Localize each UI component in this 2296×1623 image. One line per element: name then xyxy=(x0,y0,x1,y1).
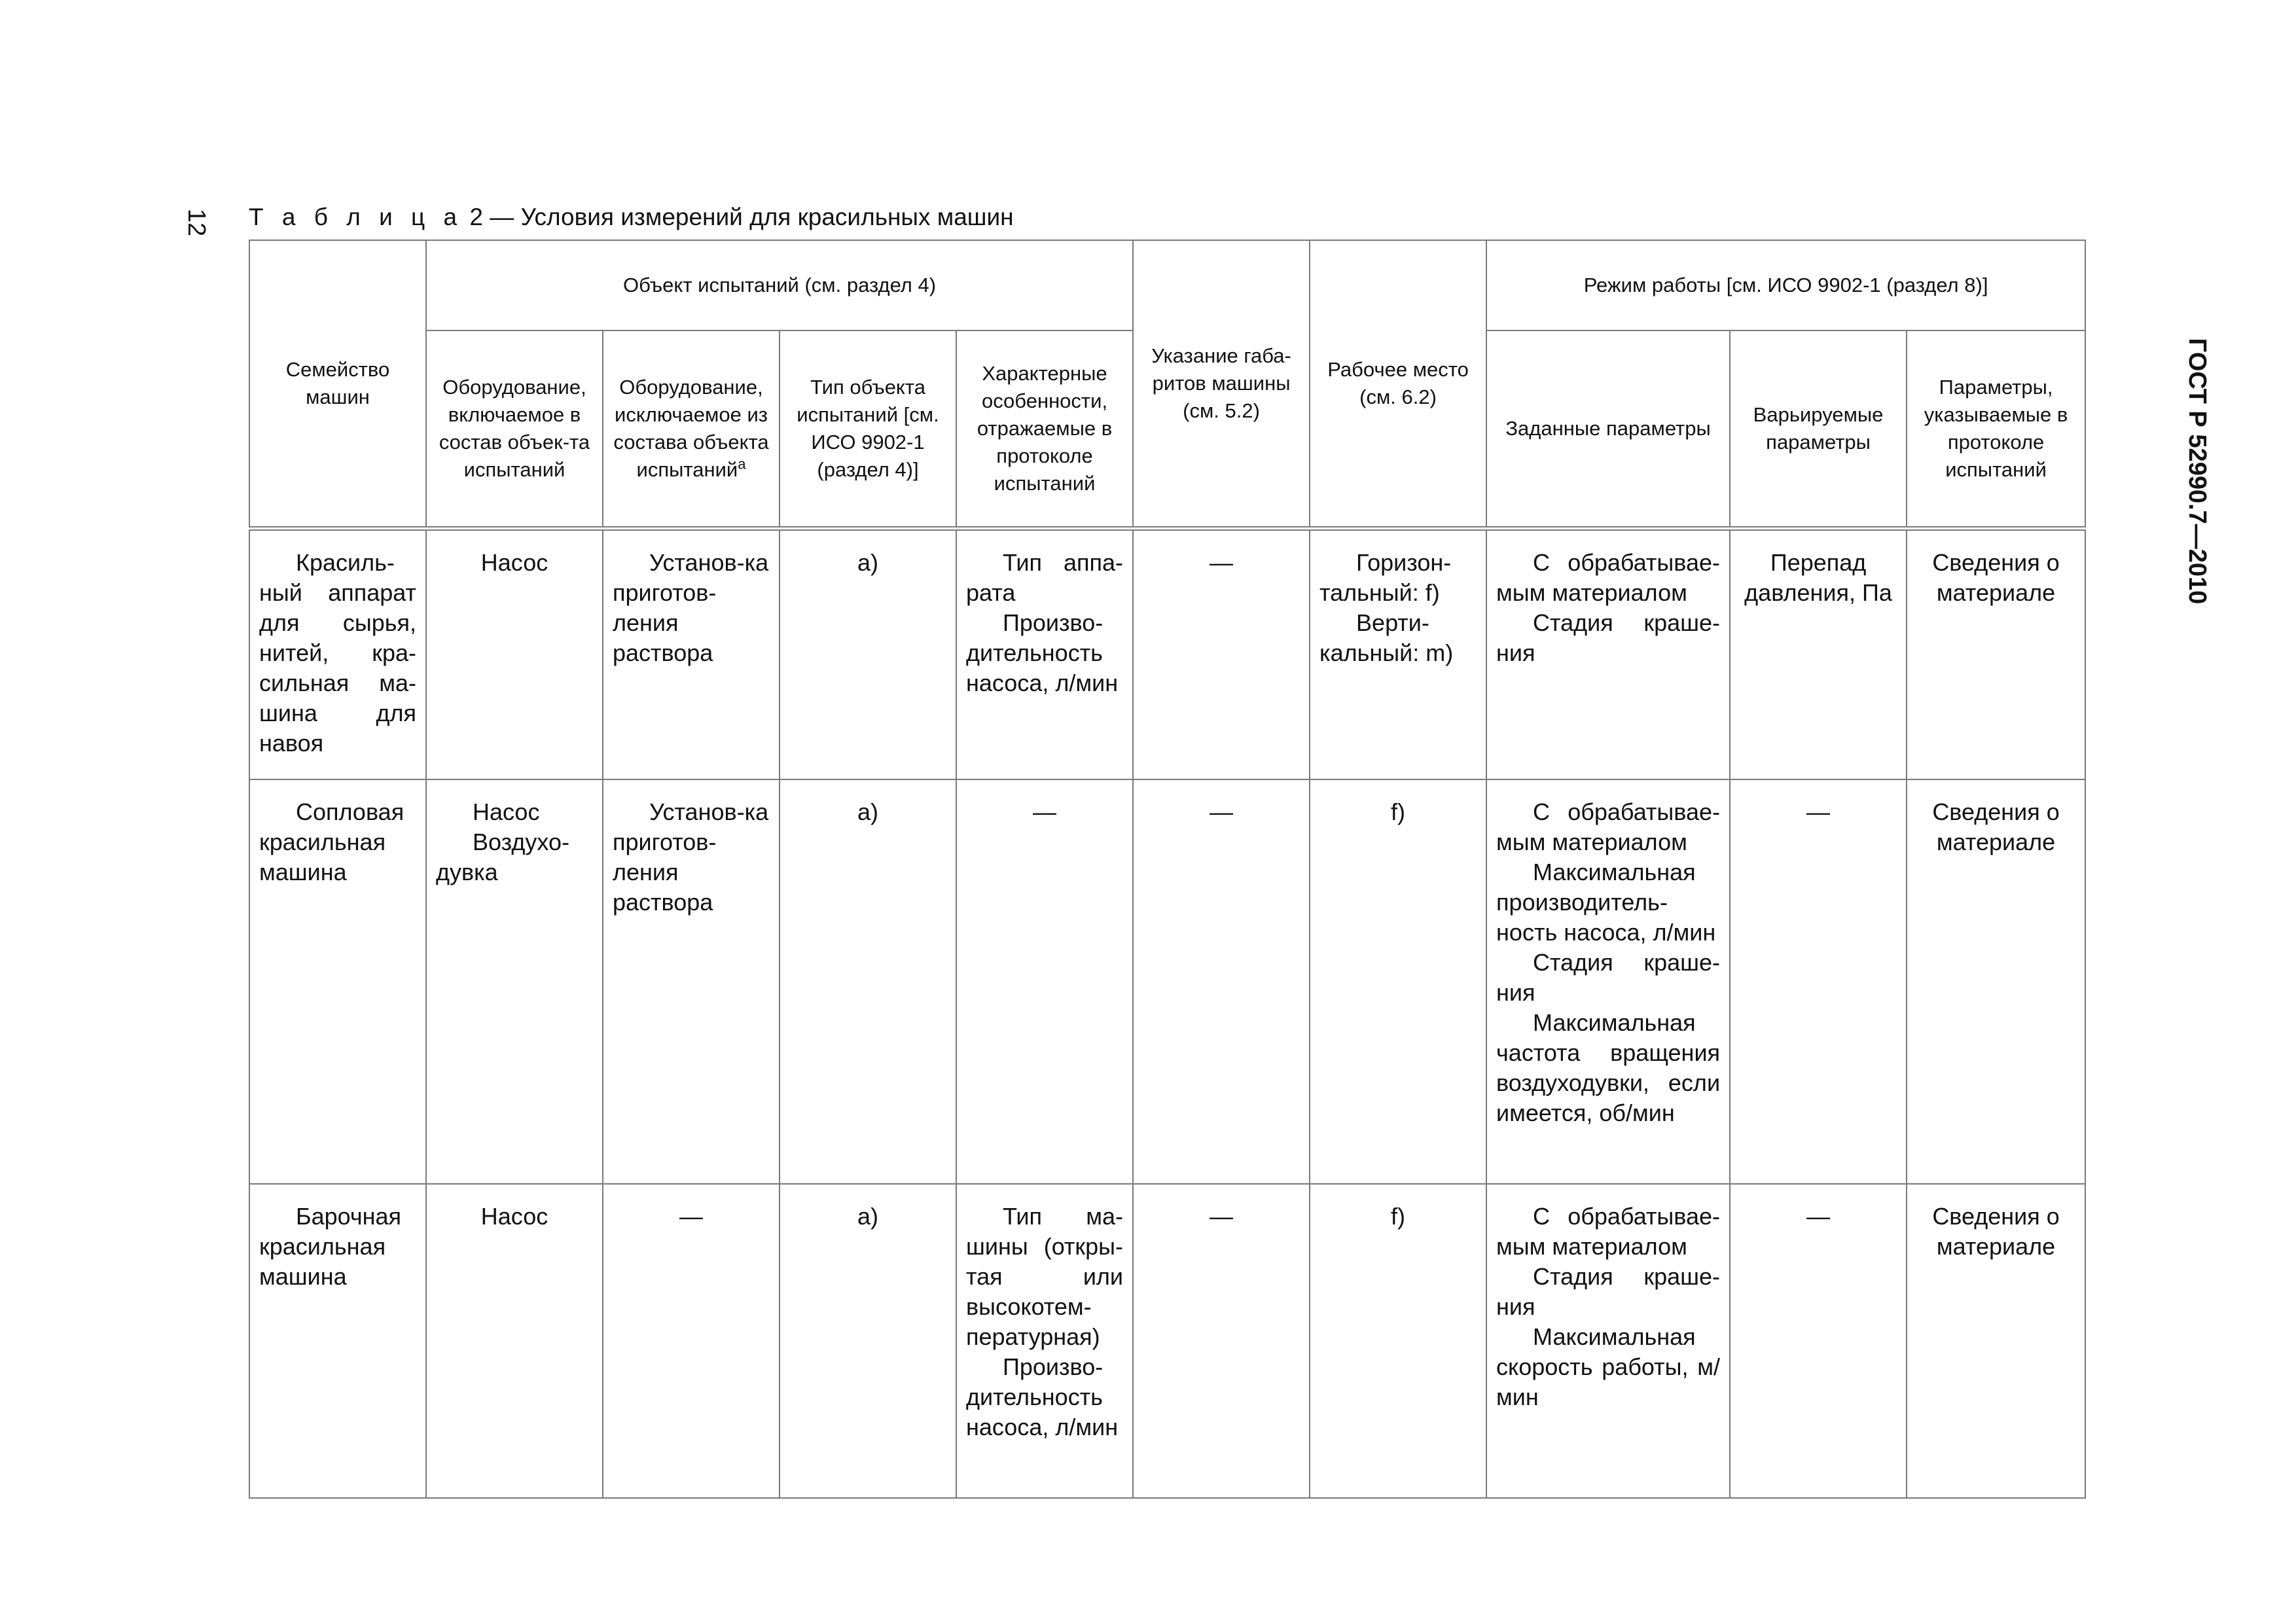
cell-line: Установ-ка приготов-ления раствора xyxy=(613,798,769,916)
cell-dimensions: — xyxy=(1133,1184,1310,1498)
cell-features xyxy=(956,1184,1133,1498)
cell-report-parameters: Сведения о материале xyxy=(1907,779,2085,1184)
cell-line: f) xyxy=(1391,1202,1406,1230)
cell-line: С обрабатывае-мым материалом xyxy=(1496,1202,1721,1260)
cell-dimensions: — xyxy=(1133,779,1310,1184)
cell-line: Максимальная скорость работы, м/мин xyxy=(1496,1323,1721,1410)
cell-line: Максимальная частота вращения воздуходувки, если имеется, об/мин xyxy=(1496,1008,1721,1126)
cell-line: Насос xyxy=(480,548,548,576)
table-body xyxy=(249,528,2085,1498)
header-excluded-equipment xyxy=(603,330,780,528)
header-varied-parameters: Варьируемые параметры xyxy=(1730,330,1907,528)
cell-line: Сопловая красильная машина xyxy=(259,798,404,885)
cell-features xyxy=(956,528,1133,779)
cell-line: Верти-кальный: m) xyxy=(1319,609,1454,666)
table-caption-text: 2 — Условия измерений для красильных машин xyxy=(469,204,1014,230)
cell-workplace xyxy=(1310,528,1486,779)
cell-line: С обрабатывае-мым материалом xyxy=(1496,798,1721,855)
header-features: Характерные особенности, отражаемые в протоколе испытаний xyxy=(956,330,1133,528)
cell-included xyxy=(426,528,603,779)
cell-line: — xyxy=(1033,798,1057,825)
cell-line: С обрабатывае-мым материалом xyxy=(1496,548,1721,606)
header-test-object: Объект испытаний (см. раздел 4) xyxy=(426,240,1133,330)
cell-report-parameters: Сведения о материале xyxy=(1907,1184,2085,1498)
cell-included xyxy=(426,1184,603,1498)
cell-varied-parameters: — xyxy=(1730,779,1907,1184)
header-set-parameters: Заданные параметры xyxy=(1486,330,1730,528)
cell-line: — xyxy=(679,1202,703,1230)
header-dimensions: Указание габа-ритов машины (см. 5.2) xyxy=(1133,240,1310,528)
cell-line: Барочная красильная машина xyxy=(259,1202,402,1290)
cell-line: Красиль-ный аппарат для сырья, нитей, кра-сильная ма-шина для навоя xyxy=(259,548,416,757)
cell-report-parameters: Сведения о материале xyxy=(1907,528,2085,779)
cell-set-parameters xyxy=(1486,1184,1730,1498)
page-number: 12 xyxy=(183,208,210,237)
cell-workplace xyxy=(1310,779,1486,1184)
cell-line: Горизон-тальный: f) xyxy=(1319,548,1452,606)
cell-dimensions: — xyxy=(1133,528,1310,779)
table-caption-prefix: Т а б л и ц а xyxy=(249,204,463,230)
cell-object-type: a) xyxy=(780,1184,956,1498)
table-row xyxy=(249,528,2085,779)
cell-excluded xyxy=(603,779,780,1184)
table-row xyxy=(249,1184,2085,1498)
table-caption xyxy=(249,202,1014,233)
cell-family xyxy=(249,528,426,779)
cell-line: f) xyxy=(1391,798,1406,825)
cell-workplace xyxy=(1310,1184,1486,1498)
measurement-conditions-table xyxy=(249,240,2086,1499)
cell-line: Произво-дительность насоса, л/мин xyxy=(966,1353,1119,1440)
cell-object-type: a) xyxy=(780,779,956,1184)
document-code: ГОСТ Р 52990.7—2010 xyxy=(2183,338,2211,605)
header-operating-mode: Режим работы [см. ИСО 9902-1 (раздел 8)] xyxy=(1486,240,2085,330)
header-object-type: Тип объекта испытаний [см. ИСО 9902-1 (раздел 4)] xyxy=(780,330,956,528)
cell-set-parameters xyxy=(1486,779,1730,1184)
cell-excluded xyxy=(603,528,780,779)
cell-family xyxy=(249,1184,426,1498)
cell-included xyxy=(426,779,603,1184)
cell-set-parameters xyxy=(1486,528,1730,779)
header-included-equipment: Оборудование, включаемое в состав объек-та испытаний xyxy=(426,330,603,528)
header-workplace: Рабочее место (см. 6.2) xyxy=(1310,240,1486,528)
table-header xyxy=(249,240,2085,528)
cell-varied-parameters: — xyxy=(1730,1184,1907,1498)
footnote-mark: a xyxy=(738,455,746,473)
cell-excluded xyxy=(603,1184,780,1498)
cell-family xyxy=(249,779,426,1184)
cell-line: Насос xyxy=(480,1202,548,1230)
cell-line: Тип ма-шины (откры-тая или высокотем-пературная) xyxy=(966,1202,1124,1350)
cell-line: Стадия краше-ния xyxy=(1496,948,1721,1006)
header-excluded-text: Оборудование, исключаемое из состава объекта испытаний xyxy=(613,375,769,481)
cell-line: Произво-дительность насоса, л/мин xyxy=(966,609,1119,696)
cell-line: Установ-ка приготов-ления раствора xyxy=(613,548,769,666)
cell-line: Насос xyxy=(473,798,540,825)
cell-line: Воздухо-дувка xyxy=(436,828,569,885)
cell-line: Тип аппа-рата xyxy=(966,548,1124,606)
table-row xyxy=(249,779,2085,1184)
cell-varied-parameters: Перепад давления, Па xyxy=(1730,528,1907,779)
cell-line: Стадия краше-ния xyxy=(1496,1262,1721,1320)
cell-features xyxy=(956,779,1133,1184)
cell-object-type: a) xyxy=(780,528,956,779)
header-report-parameters: Параметры, указываемые в протоколе испытаний xyxy=(1907,330,2085,528)
cell-line: Максимальная производитель-ность насоса, л/мин xyxy=(1496,858,1716,946)
cell-line: Стадия краше-ния xyxy=(1496,609,1721,666)
header-family: Семейство машин xyxy=(249,240,426,528)
